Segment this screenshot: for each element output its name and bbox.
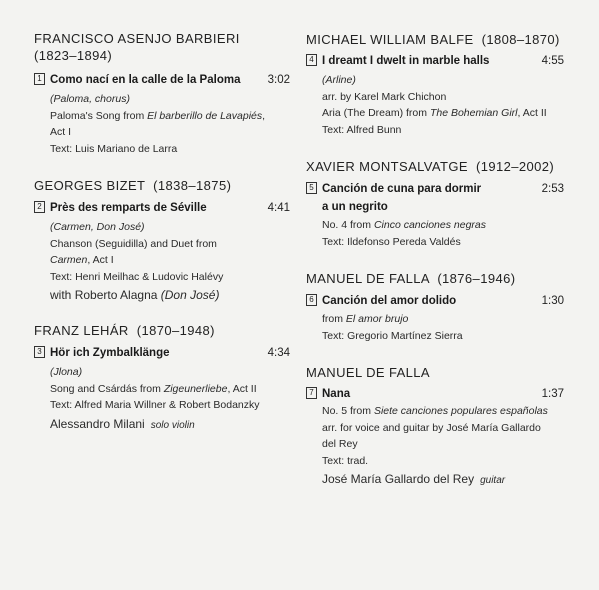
composer-name: FRANZ LEHÁR bbox=[34, 323, 129, 338]
track-role: (Carmen, Don José) bbox=[50, 221, 145, 233]
track-title[interactable]: Canción del amor dolido bbox=[322, 295, 457, 307]
composer-dates: (1808–1870) bbox=[481, 32, 560, 47]
track-text-credit: Text: Gregorio Martínez Sierra bbox=[322, 329, 463, 342]
track-details bbox=[322, 72, 562, 138]
track-role: (Jlona) bbox=[50, 366, 83, 378]
track-arranger: arr. by Karel Mark Chichon bbox=[322, 90, 447, 103]
track-number-box: 6 bbox=[306, 294, 317, 306]
track-details bbox=[50, 91, 290, 157]
composer-name: MANUEL DE FALLA bbox=[306, 365, 431, 380]
composer-name: GEORGES BIZET bbox=[34, 178, 146, 193]
track-description: Chanson (Seguidilla) and Duet from bbox=[50, 237, 217, 250]
track-text-credit: Text: Henri Meilhac & Ludovic Halévy bbox=[50, 270, 224, 283]
track-text-credit: Text: Luis Mariano de Larra bbox=[50, 142, 178, 155]
composer-name: MICHAEL WILLIAM BALFE bbox=[306, 32, 474, 47]
track-details bbox=[322, 403, 562, 490]
track-role: (Arline) bbox=[322, 74, 356, 86]
composer-heading bbox=[34, 30, 240, 64]
composer-dates: (1912–2002) bbox=[475, 159, 555, 174]
composer-name: FRANCISCO ASENJO BARBIERI bbox=[34, 31, 240, 46]
track-description: from El amor brujo bbox=[322, 313, 409, 325]
track-arranger: arr. for voice and guitar by José María Gallardo bbox=[322, 421, 541, 434]
track-number-box: 4 bbox=[306, 54, 317, 66]
track-duration: 4:41 bbox=[267, 202, 290, 214]
composer-dates: (1838–1875) bbox=[153, 178, 232, 193]
composer-heading bbox=[306, 158, 554, 175]
track-number-box: 7 bbox=[306, 387, 317, 399]
track-description-cont: Act I bbox=[50, 126, 72, 138]
performer-credit: with Roberto Alagna (Don José) bbox=[50, 288, 220, 302]
composer-name: MANUEL DE FALLA bbox=[306, 271, 430, 286]
composer-name: XAVIER MONTSALVATGE bbox=[306, 159, 468, 174]
track-arranger-cont: del Rey bbox=[322, 438, 358, 450]
performer-credit: Alessandro Milani solo violin bbox=[50, 416, 195, 431]
track-number-box: 5 bbox=[306, 182, 317, 194]
track-details bbox=[50, 219, 290, 304]
track-details bbox=[50, 364, 290, 435]
composer-heading bbox=[306, 364, 430, 381]
track-text-credit: Text: Alfred Bunn bbox=[322, 123, 402, 136]
track-number-box: 1 bbox=[34, 73, 45, 85]
track-duration: 1:30 bbox=[541, 295, 564, 307]
track-description: Aria (The Dream) from The Bohemian Girl, Act II bbox=[322, 107, 547, 119]
track-title[interactable]: Hör ich Zymbalklänge bbox=[50, 347, 170, 359]
track-description-cont: Carmen, Act I bbox=[50, 254, 114, 266]
track-description: Paloma's Song from El barberillo de Lavapiés, bbox=[50, 109, 266, 122]
track-details bbox=[322, 311, 562, 344]
composer-dates: (1823–1894) bbox=[34, 48, 113, 63]
track-title[interactable]: Como nací en la calle de la Paloma bbox=[50, 74, 241, 86]
track-text-credit: Text: trad. bbox=[322, 454, 369, 467]
track-duration: 2:53 bbox=[541, 183, 564, 195]
composer-heading bbox=[34, 322, 215, 339]
track-number-box: 2 bbox=[34, 201, 45, 213]
track-number-box: 3 bbox=[34, 346, 45, 358]
track-description: No. 5 from Siete canciones populares españolas bbox=[322, 405, 548, 417]
track-duration: 4:34 bbox=[267, 347, 290, 359]
performer-credit: José María Gallardo del Rey guitar bbox=[322, 472, 506, 486]
track-duration: 4:55 bbox=[541, 55, 564, 67]
track-description: Song and Csárdás from Zigeunerliebe, Act II bbox=[50, 382, 257, 395]
track-title[interactable]: Canción de cuna para dormir a un negrito bbox=[322, 183, 482, 213]
composer-heading bbox=[34, 177, 231, 194]
composer-heading bbox=[306, 270, 515, 287]
track-text-credit: Text: Alfred Maria Willner & Robert Bodanzky bbox=[50, 399, 260, 411]
track-role: (Paloma, chorus) bbox=[50, 93, 130, 105]
track-title[interactable]: Nana bbox=[322, 388, 351, 400]
track-title[interactable]: Près des remparts de Séville bbox=[50, 202, 207, 214]
track-text-credit: Text: Ildefonso Pereda Valdés bbox=[322, 235, 461, 248]
composer-dates: (1870–1948) bbox=[136, 323, 215, 338]
track-details bbox=[322, 217, 562, 250]
track-description: No. 4 from Cinco canciones negras bbox=[322, 219, 487, 231]
composer-heading bbox=[306, 31, 560, 48]
track-duration: 1:37 bbox=[541, 388, 564, 400]
track-duration: 3:02 bbox=[267, 74, 290, 86]
track-title[interactable]: I dreamt I dwelt in marble halls bbox=[322, 55, 490, 67]
composer-dates: (1876–1946) bbox=[437, 271, 516, 286]
